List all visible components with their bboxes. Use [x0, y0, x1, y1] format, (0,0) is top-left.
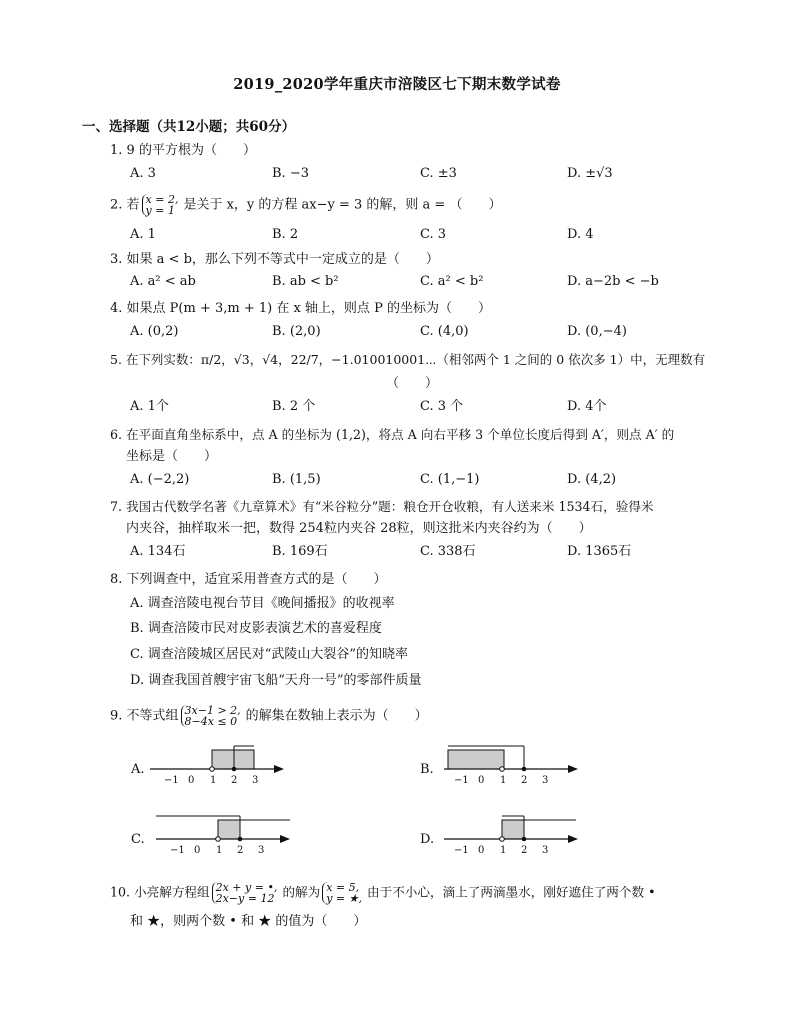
- q9-number-line-d: [444, 812, 584, 858]
- tick-label: 2: [521, 845, 528, 856]
- tick-label: 0: [478, 845, 485, 856]
- q1-option-a: A. 3: [130, 166, 156, 181]
- q9-option-d-label: D.: [420, 832, 435, 847]
- question-4-stem: 4. 如果点 P(m + 3,m + 1) 在 x 轴上，则点 P 的坐标为（ ）: [110, 301, 491, 316]
- q4-option-a: A. (0,2): [130, 324, 179, 339]
- q7-option-b: B. 169石: [272, 544, 328, 559]
- q8-option-a: A. 调查涪陵电视台节目《晚间播报》的收视率: [130, 596, 395, 611]
- tick-label: 3: [252, 775, 259, 786]
- q7-option-d: D. 1365石: [567, 544, 632, 559]
- tick-label: 0: [194, 845, 201, 856]
- arrow-icon: [280, 835, 290, 843]
- question-5-stem: 5. 在下列实数：π/2，√3，√4，22/7，−1.010010001⋯（相邻两个 1 之间的 0 依次多 1）中，无理数有: [110, 352, 706, 367]
- q10-equation-system: [212, 882, 281, 904]
- arrow-icon: [568, 765, 578, 773]
- q5-option-c: C. 3 个: [420, 399, 464, 414]
- q10-sys-line-4: y = ★,: [326, 892, 363, 905]
- q6-option-a: A. (−2,2): [130, 472, 190, 487]
- q7-option-c: C. 338石: [420, 544, 476, 559]
- q2-equation-system: [142, 194, 182, 216]
- open-point: [210, 767, 215, 772]
- q4-option-b: B. (2,0): [272, 324, 321, 339]
- q2-option-b: B. 2: [272, 227, 299, 242]
- q9-option-c-label: C.: [131, 832, 145, 847]
- q5-answer-paren: （ ）: [386, 376, 439, 391]
- tick-label: −1: [170, 845, 185, 856]
- tick-label: 1: [210, 775, 217, 786]
- q6-option-d: D. (4,2): [567, 472, 617, 487]
- question-10-line-2: 和 ★，则两个数 • 和 ★ 的值为（ ）: [130, 914, 367, 929]
- tick-label: 3: [542, 845, 549, 856]
- tick-label: −1: [454, 845, 469, 856]
- q9-stem-pre: 9. 不等式组: [110, 708, 179, 724]
- q5-option-a: A. 1个: [130, 399, 169, 414]
- q2-option-a: A. 1: [130, 227, 156, 242]
- q2-sys-line-1: x = 2,: [145, 193, 179, 206]
- question-7-line-2: 内夹谷，抽样取米一把，数得 254粒内夹谷 28粒，则这批米内夹谷约为（ ）: [126, 521, 592, 536]
- q4-option-c: C. (4,0): [420, 324, 469, 339]
- open-point: [500, 767, 505, 772]
- q10-solution-system: [322, 882, 365, 904]
- q5-option-b: B. 2 个: [272, 399, 316, 414]
- question-10-stem: [110, 882, 656, 904]
- q3-option-c: C. a² < b²: [420, 274, 484, 289]
- closed-point: [232, 767, 237, 772]
- section-heading: 一、选择题（共12小题；共60分）: [82, 119, 296, 135]
- q9-number-line-a: [150, 742, 290, 788]
- q2-stem-pre: 2. 若: [110, 197, 140, 213]
- question-9-stem: [110, 705, 428, 727]
- question-7-line-1: 7. 我国古代数学名著《九章算术》有“米谷粒分”题：粮仓开仓收粮，有人送来米 1534石，验得米: [110, 499, 654, 514]
- q9-option-b-label: B.: [420, 762, 434, 777]
- q9-option-a-label: A.: [131, 762, 145, 777]
- question-1-stem: 1. 9 的平方根为（ ）: [110, 143, 256, 158]
- q9-sys-line-2: 8−4x ≤ 0: [184, 715, 238, 728]
- tick-label: −1: [164, 775, 179, 786]
- closed-point: [522, 767, 527, 772]
- tick-label: 3: [258, 845, 265, 856]
- q10-stem-pre: 10. 小亮解方程组: [110, 884, 210, 900]
- tick-label: 2: [521, 775, 528, 786]
- q10-sys-line-2: 2x−y = 12: [215, 892, 275, 905]
- q8-option-b: B. 调查涪陵市民对皮影表演艺术的喜爱程度: [130, 621, 382, 636]
- q3-option-d: D. a−2b < −b: [567, 274, 659, 289]
- shaded-region: [218, 820, 240, 839]
- tick-label: 0: [478, 775, 485, 786]
- open-point: [500, 837, 505, 842]
- tick-label: 1: [500, 845, 507, 856]
- q9-number-line-c: [156, 812, 296, 858]
- q9-stem-post: 的解集在数轴上表示为（ ）: [245, 708, 428, 724]
- shaded-region: [212, 750, 254, 769]
- question-2-stem: [110, 194, 501, 216]
- q2-option-c: C. 3: [420, 227, 447, 242]
- q1-option-d: D. ±√3: [567, 166, 613, 181]
- open-point: [216, 837, 221, 842]
- shaded-region: [502, 820, 524, 839]
- q2-option-d: D. 4: [567, 227, 594, 242]
- question-6-line-2: 坐标是（ ）: [126, 449, 218, 464]
- q8-option-c: C. 调查涪陵城区居民对“武陵山大裂谷”的知晓率: [130, 647, 409, 662]
- tick-label: 1: [216, 845, 223, 856]
- q5-option-d: D. 4个: [567, 399, 607, 414]
- q10-sys-line-1: 2x + y = •,: [215, 881, 278, 894]
- arrow-icon: [274, 765, 284, 773]
- q9-number-line-b: [444, 742, 584, 788]
- closed-point: [522, 837, 527, 842]
- q9-sys-line-1: 3x−1 > 2,: [184, 704, 241, 717]
- closed-point: [238, 837, 243, 842]
- q6-option-c: C. (1,−1): [420, 472, 480, 487]
- question-6-line-1: 6. 在平面直角坐标系中，点 A 的坐标为 (1,2)，将点 A 向右平移 3 个单位长度后得到 A′，则点 A′ 的: [110, 427, 675, 442]
- tick-label: 0: [188, 775, 195, 786]
- tick-label: 2: [237, 845, 244, 856]
- arrow-icon: [568, 835, 578, 843]
- q9-inequality-system: [181, 705, 244, 727]
- page-title: 2019_2020学年重庆市涪陵区七下期末数学试卷: [233, 76, 561, 93]
- q10-mid: 的解为: [282, 884, 321, 900]
- q2-stem-post: 是关于 x，y 的方程 ax−y = 3 的解，则 a = （ ）: [183, 197, 502, 213]
- q8-option-d: D. 调查我国首艘宇宙飞船“天舟一号”的零部件质量: [130, 673, 422, 688]
- q10-sys-line-3: x = 5,: [326, 881, 360, 894]
- tick-label: 2: [231, 775, 238, 786]
- q10-stem-post: 由于不小心，滴上了两滴墨水，刚好遮住了两个数 •: [367, 884, 656, 900]
- q1-option-b: B. −3: [272, 166, 309, 181]
- shaded-region: [448, 750, 504, 769]
- tick-label: −1: [454, 775, 469, 786]
- q6-option-b: B. (1,5): [272, 472, 321, 487]
- q3-option-b: B. ab < b²: [272, 274, 339, 289]
- q2-sys-line-2: y = 1: [145, 204, 175, 217]
- q4-option-d: D. (0,−4): [567, 324, 627, 339]
- tick-label: 1: [500, 775, 507, 786]
- tick-label: 3: [542, 775, 549, 786]
- question-3-stem: 3. 如果 a < b，那么下列不等式中一定成立的是（ ）: [110, 252, 439, 267]
- q3-option-a: A. a² < ab: [130, 274, 196, 289]
- q7-option-a: A. 134石: [130, 544, 186, 559]
- q1-option-c: C. ±3: [420, 166, 457, 181]
- question-8-stem: 8. 下列调查中，适宜采用普查方式的是（ ）: [110, 572, 387, 587]
